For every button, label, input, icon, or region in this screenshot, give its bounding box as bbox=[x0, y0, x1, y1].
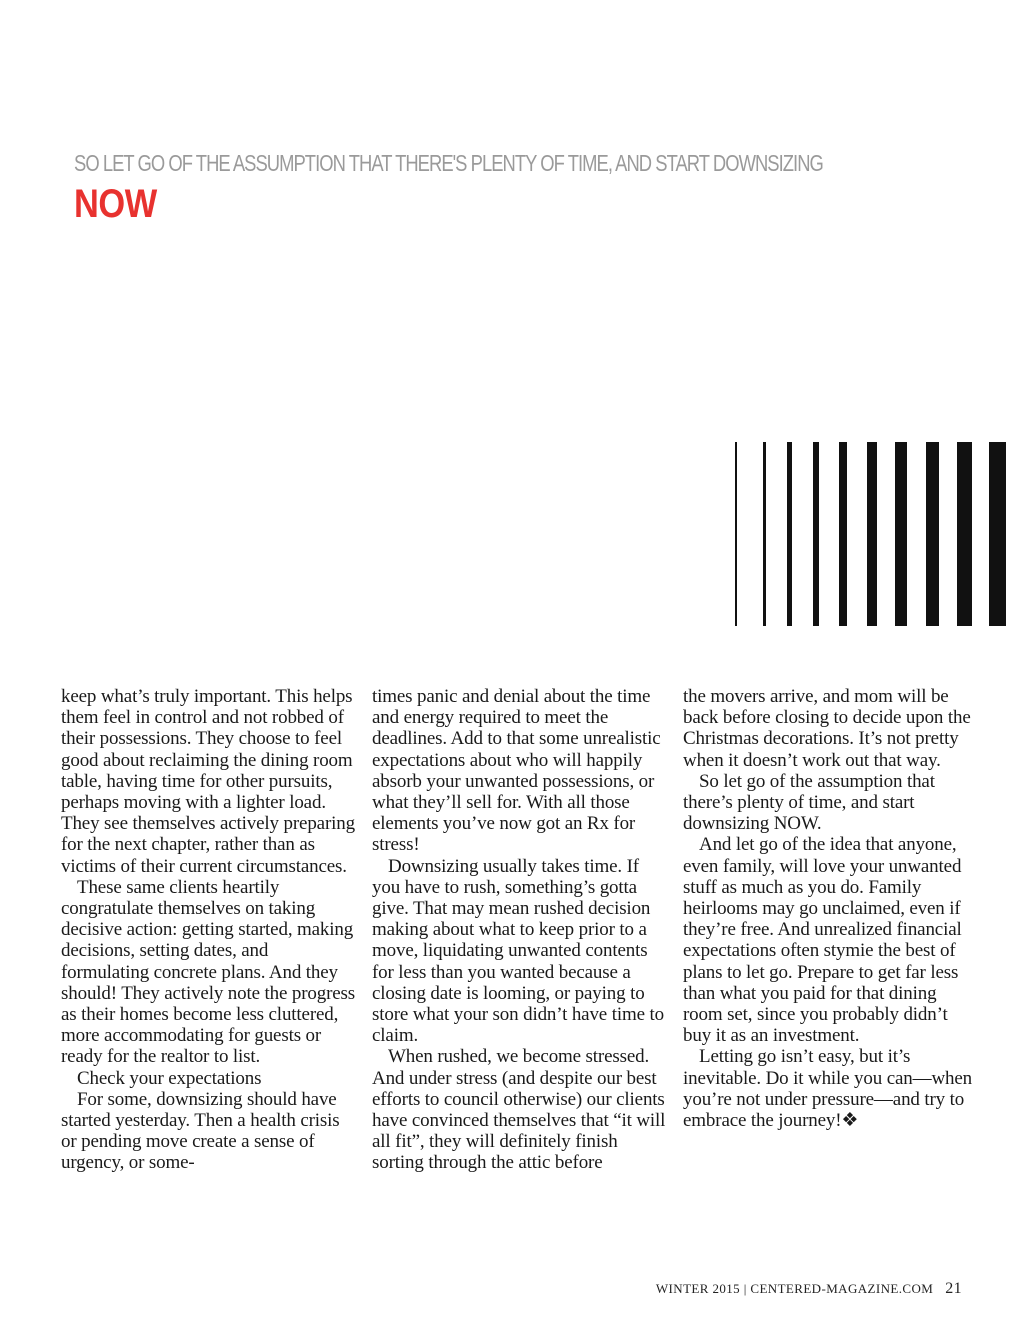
body-paragraph: the movers arrive, and mom will be back before closing to decide upon the Christmas decorations. It’s not pretty when it doesn’t work out that way. bbox=[683, 686, 971, 771]
article-column-3 bbox=[683, 686, 979, 1131]
decorative-bar bbox=[813, 442, 819, 626]
pull-quote-headline: NOW bbox=[74, 182, 157, 226]
body-paragraph: For some, downsizing should have started yesterday. Then a health crisis or pending move create a sense of urgency, or some- bbox=[61, 1088, 340, 1174]
decorative-bar bbox=[895, 442, 907, 626]
body-paragraph: Letting go isn’t easy, but it’s inevitable. Do it while you can—when you’re not under pressure—and try to embrace the journey!❖ bbox=[683, 1046, 973, 1132]
body-paragraph: keep what’s truly important. This helps them feel in control and not robbed of their possessions. They choose to feel good about reclaiming the dining room table, having time for other pursuits, perhaps moving with a lighter load. They see themselves actively preparing for the next chapter, rather than as victims of their current circumstances. bbox=[61, 686, 355, 877]
page-footer bbox=[656, 1280, 962, 1298]
body-paragraph: And let go of the idea that anyone, even family, will love your unwanted stuff as much as you do. Family heirlooms may go unclaimed, even if they’re free. And unrealized financial expectations often stymie the best of plans to let go. Prepare to get far less than what you paid for that dining room set, since you probably didn’t buy it as an investment. bbox=[683, 834, 962, 1047]
decorative-bar bbox=[787, 442, 792, 626]
decorative-bar bbox=[867, 442, 877, 626]
body-paragraph: So let go of the assumption that there’s plenty of time, and start downsizing NOW. bbox=[683, 770, 935, 835]
decorative-bar bbox=[926, 442, 939, 626]
decorative-bar bbox=[957, 442, 972, 626]
article-column-1 bbox=[61, 686, 357, 1174]
article-column-2 bbox=[372, 686, 668, 1174]
page-number: 21 bbox=[945, 1280, 962, 1297]
pull-quote-kicker: SO LET GO OF THE ASSUMPTION THAT THERE'S PLENTY OF TIME, AND START DOWNSIZING bbox=[74, 150, 823, 176]
body-paragraph: When rushed, we become stressed. And under stress (and despite our best efforts to council otherwise) our clients have convinced themselves that “it will all fit”, they will definitely finish sorting through the attic before bbox=[372, 1046, 666, 1174]
body-paragraph: These same clients heartily congratulate themselves on taking decisive action: getting started, making decisions, setting dates, and formulating concrete plans. And they should! They actively note the progress as their homes become less cluttered, more accommodating for guests or ready for the realtor to list. bbox=[61, 876, 356, 1068]
footer-issue: WINTER 2015 | CENTERED-MAGAZINE.COM bbox=[655, 1281, 934, 1296]
decorative-bar bbox=[735, 442, 737, 626]
body-paragraph: Downsizing usually takes time. If you have to rush, something’s gotta give. That may mean rushed decision making about what to keep prior to a move, liquidating unwanted contents for less than you wanted because a closing date is looming, or paying to store what your son didn’t have time to claim. bbox=[372, 855, 664, 1047]
decorative-bars bbox=[730, 442, 1024, 626]
body-paragraph: times panic and denial about the time and energy required to meet the deadlines. Add to that some unrealistic expectations about who will happily absorb your unwanted possessions, or what they’ll sell for. With all those elements you’ve now got an Rx for stress! bbox=[372, 686, 661, 856]
decorative-bar bbox=[989, 442, 1006, 626]
decorative-bar bbox=[763, 442, 766, 626]
decorative-bar bbox=[839, 442, 847, 626]
section-subhead: Check your expectations bbox=[77, 1067, 262, 1089]
